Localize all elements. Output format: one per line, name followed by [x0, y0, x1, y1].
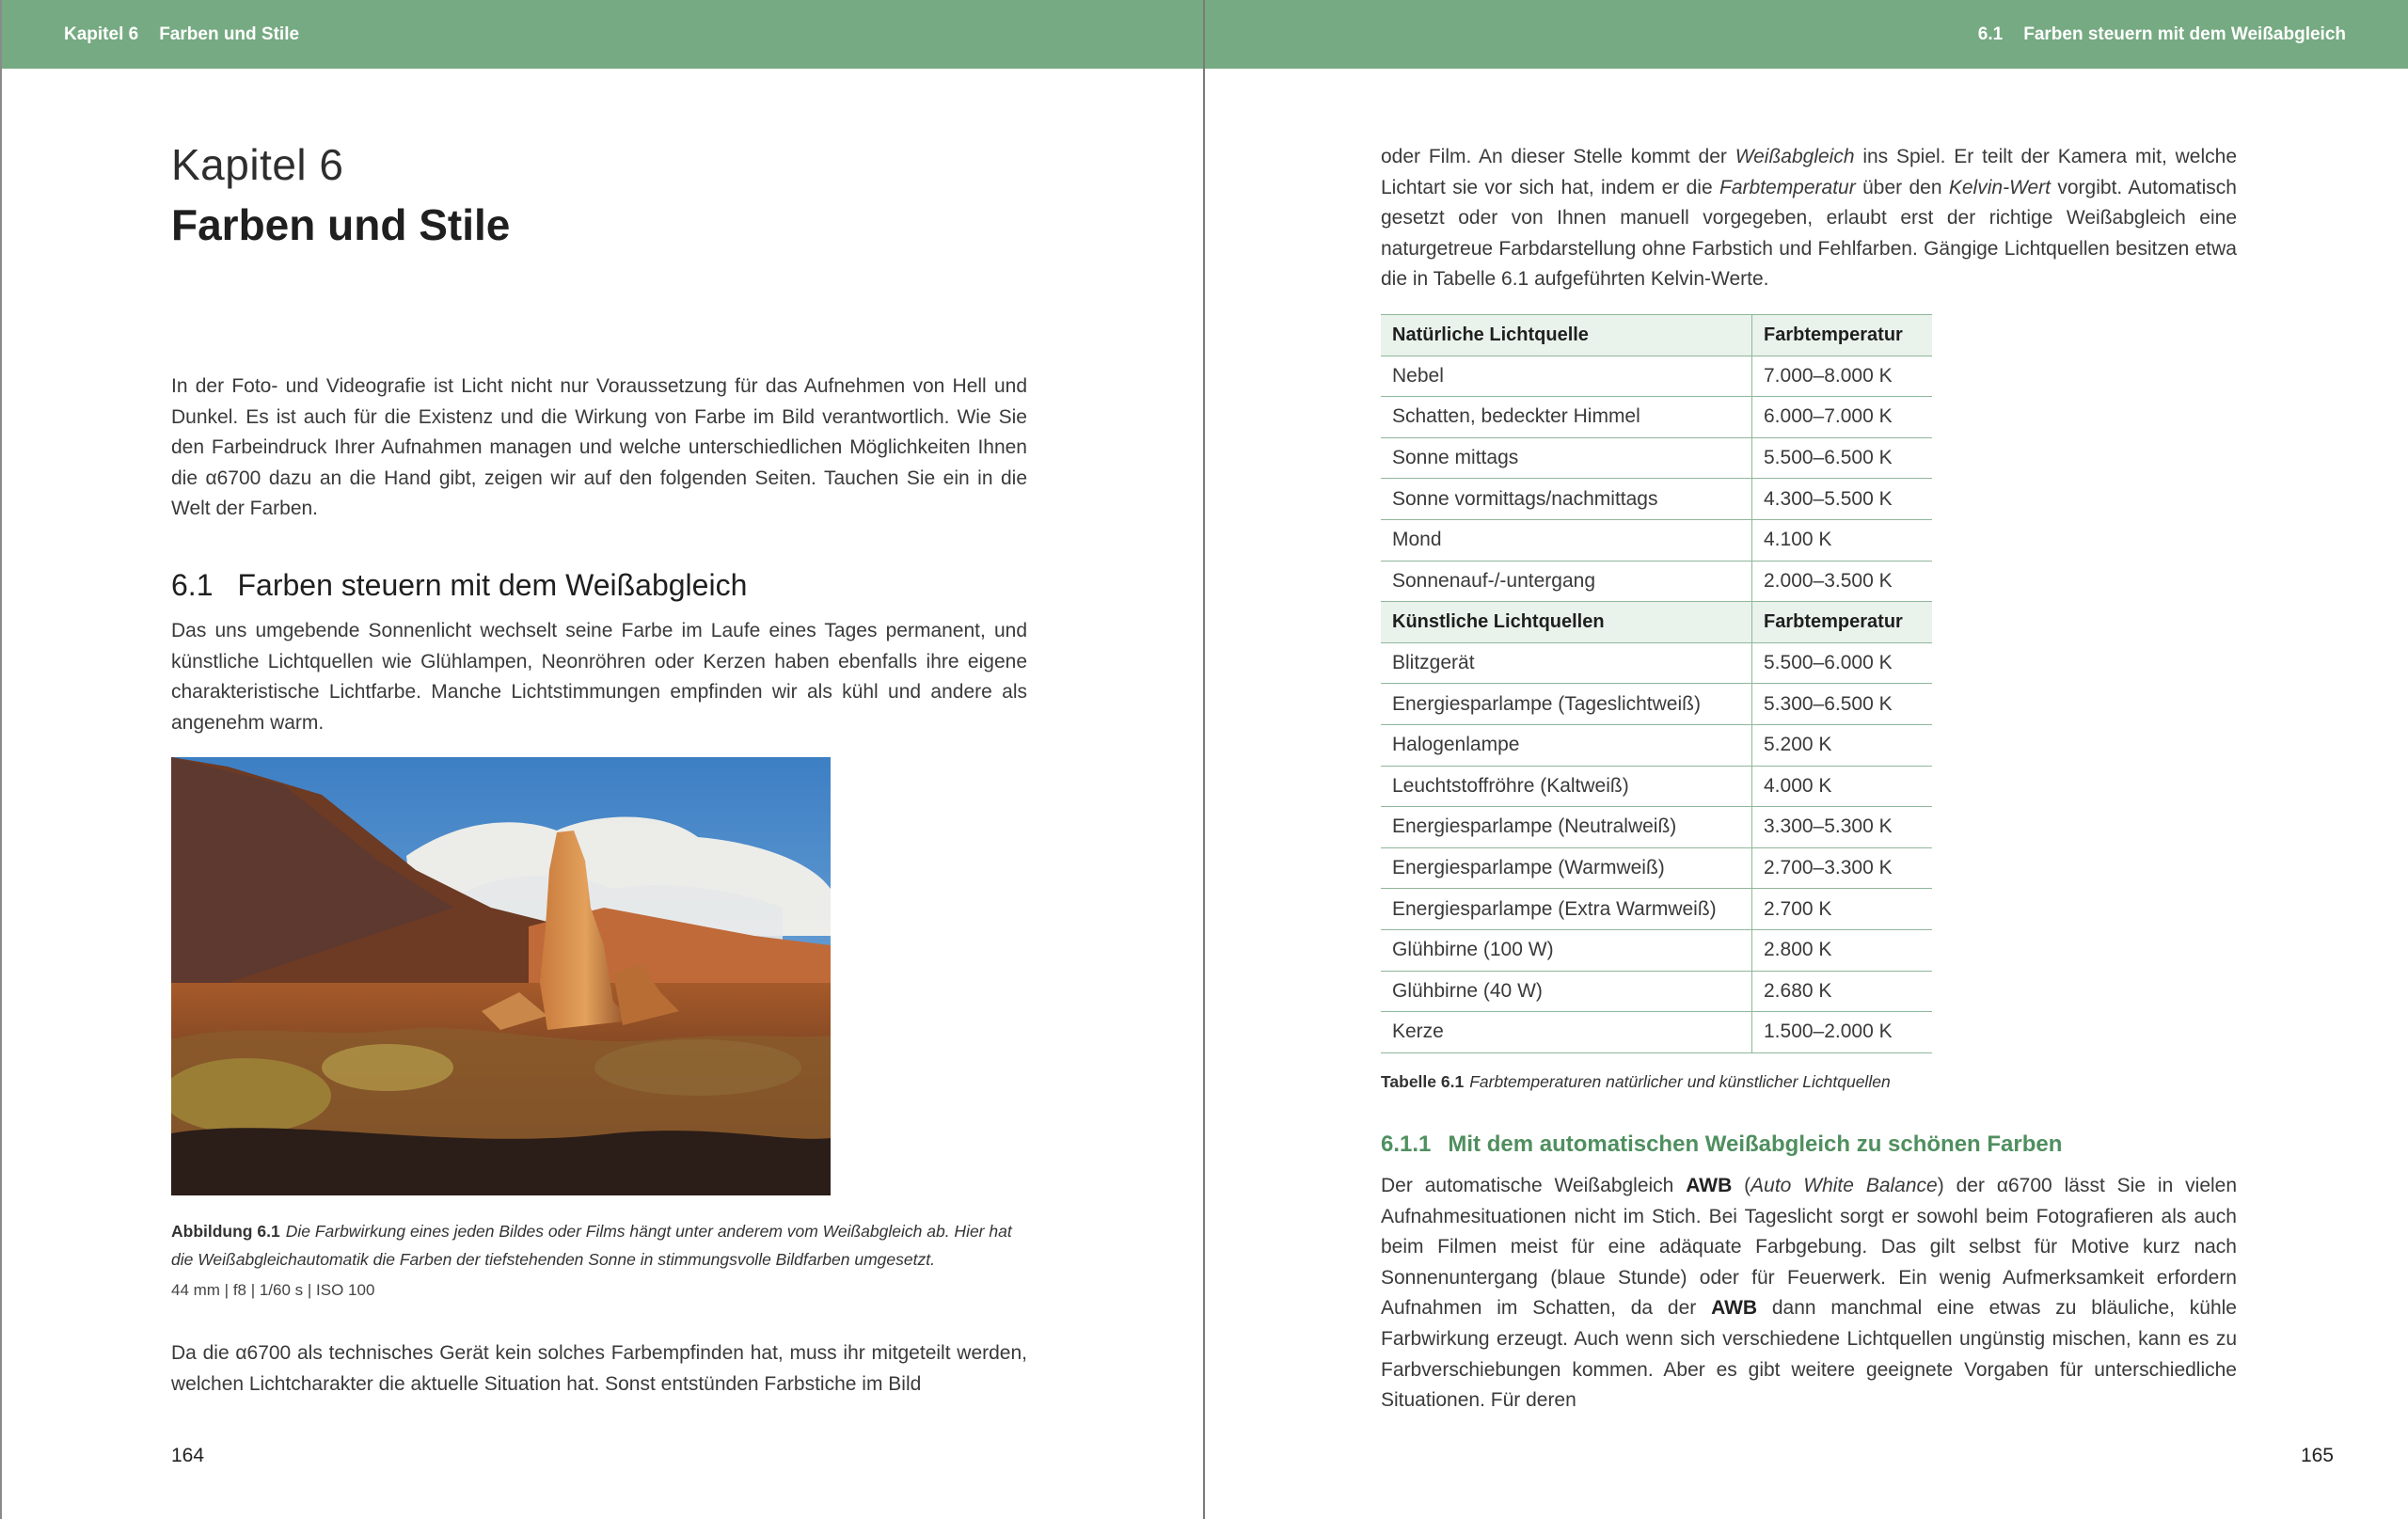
temperature-cell: 2.000–3.500 K: [1752, 561, 1933, 602]
chapter-intro-paragraph: In der Foto- und Videografie ist Licht nicht nur Voraussetzung für das Aufnehmen von Hell und Dunkel. Es ist auch für die Existenz und die Wirkung von Farbe im Bild verantwortlich. Wie Sie den Farbeindruck Ihrer Aufnahmen managen und welche unterschiedlichen Möglichkeiten Ihnen die α6700 dazu an die Hand gibt, zeigen wir auf den folgenden Seiten. Tauchen Sie ein in die Welt der Farben.: [171, 375, 1027, 520]
text-run: dann manchmal eine etwas zu bläuliche, kühle Farbwirkung erzeugt. Auch wenn sich verschiedene Lichtquellen ungünstig mischen, kann es zu Farbverschiebungen kommen. Aber es gibt weitere geeignete Vorgaben für unterschiedliche Situationen. Für deren: [1381, 1297, 2237, 1412]
light-source-cell: Blitzgerät: [1381, 642, 1752, 684]
temperature-cell: Farbtemperatur: [1752, 602, 1933, 643]
table-header-row: [1381, 315, 1932, 356]
emphasis-weissabgleich: Weißabgleich: [1735, 146, 1855, 167]
light-source-cell: Natürliche Lichtquelle: [1381, 315, 1752, 356]
table-row: [1381, 724, 1932, 766]
temperature-cell: 2.800 K: [1752, 929, 1933, 971]
temperature-cell: 3.300–5.300 K: [1752, 807, 1933, 848]
header-chapter-number: Kapitel 6: [64, 24, 139, 44]
temperature-cell: 1.500–2.000 K: [1752, 1012, 1933, 1053]
text-run: oder Film. An dieser Stelle kommt der: [1381, 146, 1735, 167]
figure-caption-text: Die Farbwirkung eines jeden Bildes oder Films hängt unter anderem vom Weißabgleich ab. Hier hat die Weißabgleichautomatik die Farben der tiefstehenden Sonne in stimmungsvolle Bildfarben umgesetzt.: [171, 1222, 1012, 1269]
text-run: ) der α6700 lässt Sie in vielen Aufnahmesituationen nicht im Stich. Bei Tageslicht sorgt er sowohl beim Fotografieren als auch beim Filmen meist für eine adäquate Farbgebung. Das gilt selbst für Motive kurz nach Sonnenuntergang (blaue Stunde) oder für Feuerwerk. Ein wenig Aufmerksamkeit erfordern Aufnahmen im Schatten, da der: [1381, 1175, 2238, 1320]
header-section-title: Farben steuern mit dem Weißabgleich: [2023, 24, 2346, 44]
table-row: [1381, 889, 1932, 930]
table-row: [1381, 519, 1932, 561]
table-row: [1381, 971, 1932, 1012]
table-row: [1381, 1012, 1932, 1053]
header-chapter-title: Farben und Stile: [159, 24, 300, 44]
temperature-cell: 2.680 K: [1752, 971, 1933, 1012]
table-row: [1381, 642, 1932, 684]
temperature-cell: 2.700–3.300 K: [1752, 847, 1933, 889]
emphasis-kelvin-wert: Kelvin-Wert: [1948, 176, 2052, 198]
continuation-paragraph: [1381, 142, 2237, 295]
temperature-cell: 5.200 K: [1752, 724, 1933, 766]
light-source-cell: Energiesparlampe (Warmweiß): [1381, 847, 1752, 889]
light-source-cell: Mond: [1381, 519, 1752, 561]
table-row: [1381, 929, 1932, 971]
subsection-number: 6.1.1: [1381, 1131, 1432, 1157]
temperature-cell: 5.500–6.500 K: [1752, 437, 1933, 479]
table-label: Tabelle 6.1: [1381, 1072, 1465, 1091]
table-row: [1381, 766, 1932, 807]
running-header-left: [0, 0, 1203, 69]
light-source-cell: Sonnenauf-/-untergang: [1381, 561, 1752, 602]
light-source-cell: Halogenlampe: [1381, 724, 1752, 766]
temperature-cell: Farbtemperatur: [1752, 315, 1933, 356]
header-section-number: 6.1: [1977, 24, 2004, 44]
table-row: [1381, 561, 1932, 602]
table-row: [1381, 397, 1932, 438]
table-header-row: [1381, 602, 1932, 643]
figure-exif: 44 mm | f8 | 1/60 s | ISO 100: [171, 1281, 375, 1299]
light-source-cell: Schatten, bedeckter Himmel: [1381, 397, 1752, 438]
text-run: ins Spiel. Er teilt der Kamera mit, welche Lichtart sie vor sich hat, indem er die: [1381, 146, 2238, 198]
subsection-title: Mit dem automatischen Weißabgleich zu schönen Farben: [1448, 1131, 2063, 1157]
temperature-cell: 5.300–6.500 K: [1752, 684, 1933, 725]
landscape-photo: [171, 757, 831, 1195]
temperature-cell: 2.700 K: [1752, 889, 1933, 930]
light-source-cell: Glühbirne (40 W): [1381, 971, 1752, 1012]
light-source-cell: Glühbirne (100 W): [1381, 929, 1752, 971]
page-number-right: 165: [2300, 1445, 2334, 1466]
text-run: Der automatische Weißabgleich: [1381, 1175, 1687, 1196]
table-row: [1381, 356, 1932, 397]
light-source-cell: Energiesparlampe (Neutralweiß): [1381, 807, 1752, 848]
temperature-cell: 5.500–6.000 K: [1752, 642, 1933, 684]
table-caption-text: Farbtemperaturen natürlicher und künstlicher Lichtquellen: [1469, 1072, 1891, 1091]
section-number: 6.1: [171, 568, 214, 602]
awb-label: AWB: [1711, 1297, 1758, 1320]
figure-label: Abbildung 6.1: [171, 1222, 280, 1241]
table-row: [1381, 437, 1932, 479]
light-source-cell: Nebel: [1381, 356, 1752, 397]
light-source-cell: Sonne vormittags/nachmittags: [1381, 479, 1752, 520]
light-source-cell: Künstliche Lichtquellen: [1381, 602, 1752, 643]
chapter-label: Kapitel 6: [171, 140, 344, 189]
section-paragraph: Das uns umgebende Sonnenlicht wechselt seine Farbe im Laufe eines Tages permanent, und künstliche Lichtquellen wie Glühlampen, Neonröhren oder Kerzen haben ebenfalls ihre eigene charakteristische Lichtfarbe. Manche Lichtstimmungen empfinden wir als kühl und andere als angenehm warm.: [171, 620, 1027, 734]
right-page: [1205, 0, 2408, 1519]
table-caption: [1381, 1072, 1891, 1092]
text-run: über den: [1855, 176, 1949, 198]
table-row: [1381, 479, 1932, 520]
page-number-left: 164: [171, 1445, 205, 1466]
light-source-cell: Energiesparlampe (Tageslichtweiß): [1381, 684, 1752, 725]
left-page: [0, 0, 1203, 1519]
temperature-cell: 7.000–8.000 K: [1752, 356, 1933, 397]
temperature-cell: 6.000–7.000 K: [1752, 397, 1933, 438]
awb-label: AWB: [1686, 1175, 1733, 1196]
figure-caption: [171, 1217, 1027, 1274]
closing-paragraph: Da die α6700 als technisches Gerät kein solches Farbempfinden hat, muss ihr mitgeteilt werden, welchen Lichtcharakter die aktuelle Situation hat. Sonst entstünden Farbstiche im Bild: [171, 1342, 1027, 1395]
page-edge-left: [0, 0, 2, 1519]
light-source-cell: Energiesparlampe (Extra Warmweiß): [1381, 889, 1752, 930]
emphasis-auto-white-balance: Auto White Balance: [1751, 1175, 1938, 1196]
table-row: [1381, 847, 1932, 889]
table-row: [1381, 807, 1932, 848]
light-source-cell: Kerze: [1381, 1012, 1752, 1053]
section-title: Farben steuern mit dem Weißabgleich: [237, 568, 748, 602]
temperature-cell: 4.000 K: [1752, 766, 1933, 807]
temperature-cell: 4.300–5.500 K: [1752, 479, 1933, 520]
text-run: (: [1732, 1175, 1751, 1196]
table-row: [1381, 684, 1932, 725]
running-header-right: [1205, 0, 2408, 69]
emphasis-farbtemperatur: Farbtemperatur: [1719, 176, 1856, 198]
temperature-cell: 4.100 K: [1752, 519, 1933, 561]
color-temperature-table: [1381, 314, 1932, 1053]
light-source-cell: Leuchtstoffröhre (Kaltweiß): [1381, 766, 1752, 807]
chapter-title: Farben und Stile: [171, 200, 511, 249]
text-run: vorgibt. Automatisch gesetzt oder von Ihnen manuell vorgegeben, erlaubt erst der richtige Weißabgleich eine naturgetreue Farbdarstellung ohne Farbstich und Fehlfarben. Gängige Lichtquellen besitzen etwa die in Tabelle 6.1 aufgeführten Kelvin-Werte.: [1381, 176, 2237, 291]
section-heading: [171, 568, 747, 603]
subsection-heading: [1381, 1131, 2062, 1158]
light-source-cell: Sonne mittags: [1381, 437, 1752, 479]
subsection-paragraph: [1381, 1171, 2237, 1416]
